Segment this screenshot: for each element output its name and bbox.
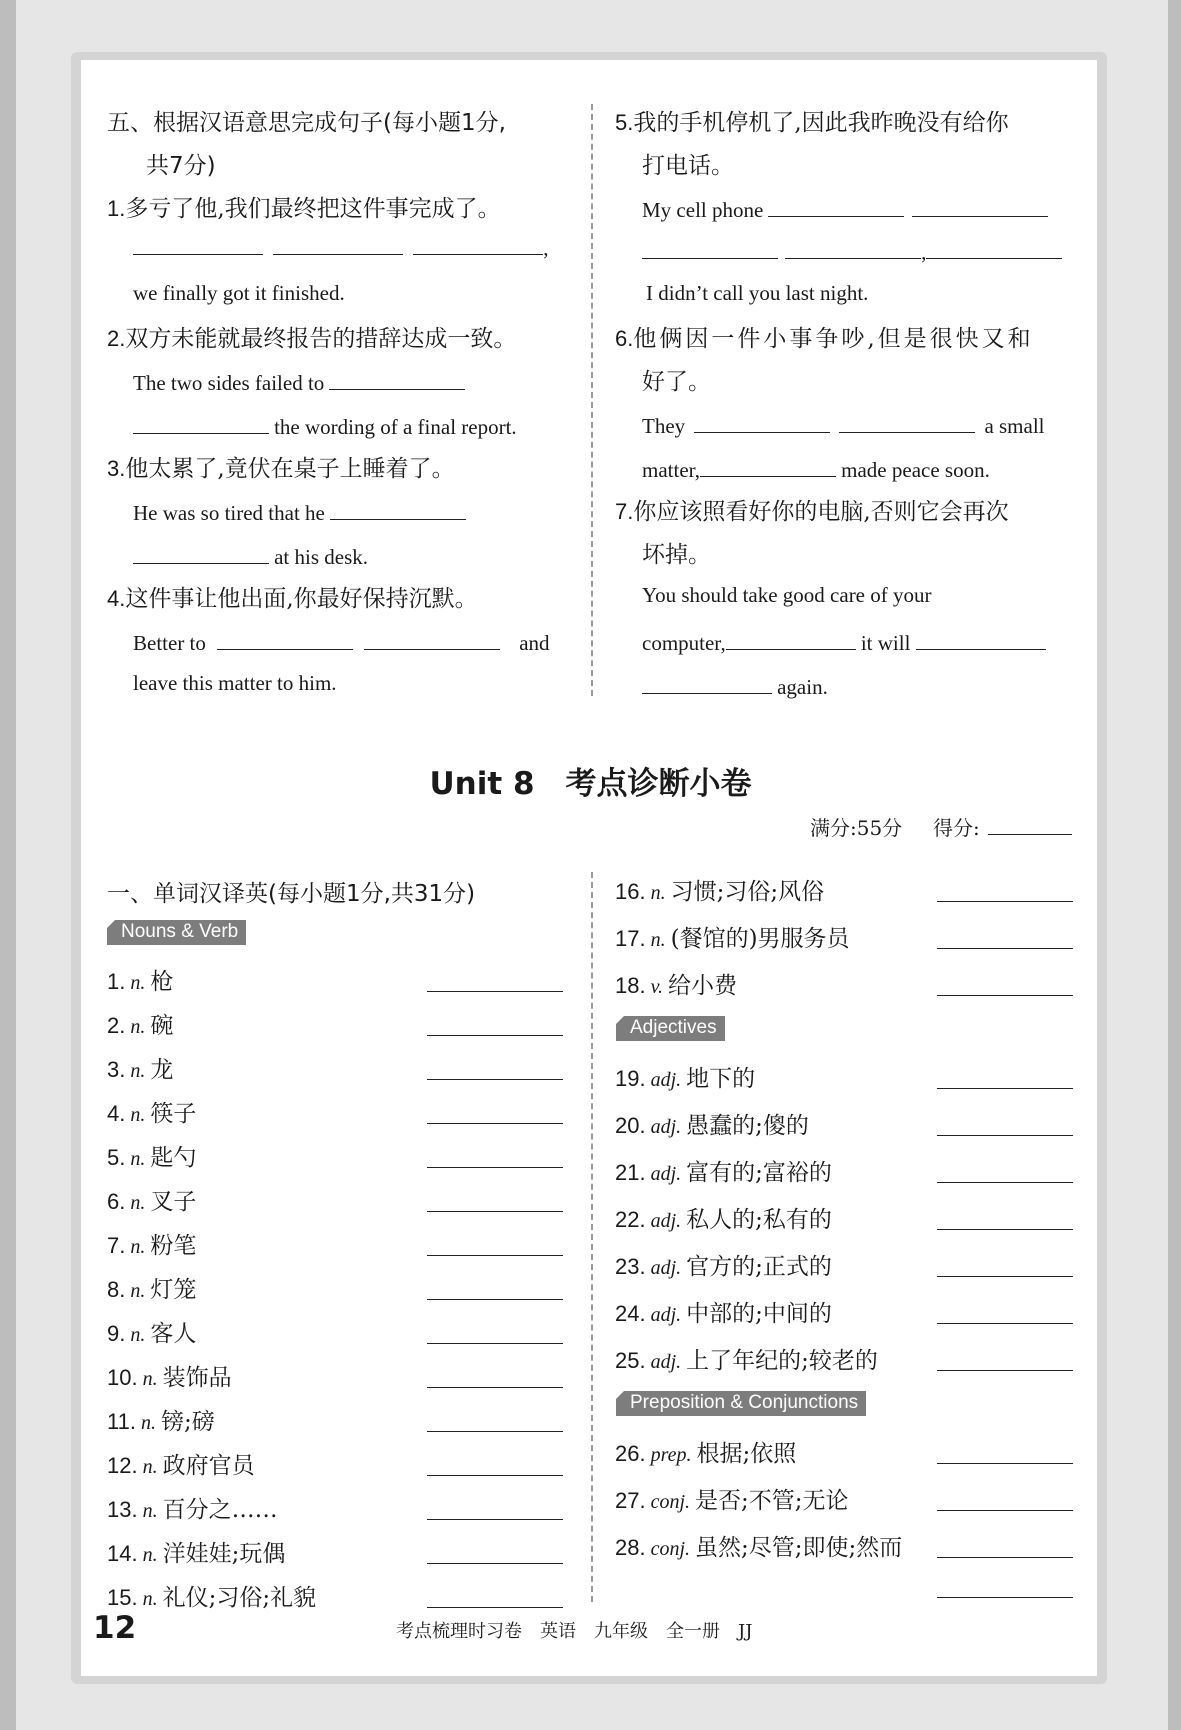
q3-line1 bbox=[133, 497, 466, 526]
answer-blank[interactable] bbox=[427, 1387, 563, 1388]
word-item bbox=[615, 920, 850, 953]
item-number: 7. bbox=[107, 1233, 126, 1258]
q2-line2 bbox=[133, 411, 517, 440]
word-item bbox=[615, 1201, 832, 1234]
chinese-meaning: 虽然;尽管;即使;然而 bbox=[695, 1535, 903, 1561]
answer-blank[interactable] bbox=[427, 1079, 563, 1080]
answer-blank[interactable] bbox=[427, 1431, 563, 1432]
q1-number: 1. bbox=[107, 196, 126, 221]
word-item bbox=[615, 1295, 832, 1328]
tag-adjectives: Adjectives bbox=[616, 1016, 725, 1041]
score-blank[interactable] bbox=[988, 834, 1072, 835]
q4-number: 4. bbox=[107, 586, 126, 611]
q3-prompt bbox=[107, 450, 455, 483]
footer-text: 考点梳理时习卷 英语 九年级 全一册 JJ bbox=[396, 1621, 753, 1642]
word-item bbox=[615, 873, 824, 906]
part5-heading: 五、根据汉语意思完成句子(每小题1分, bbox=[107, 110, 506, 136]
answer-blank[interactable] bbox=[427, 1255, 563, 1256]
word-item bbox=[615, 967, 737, 1000]
word-item bbox=[107, 963, 173, 996]
item-number: 12. bbox=[107, 1453, 138, 1478]
item-number: 21. bbox=[615, 1160, 646, 1185]
chinese-meaning: 官方的;正式的 bbox=[686, 1254, 832, 1280]
column-divider bbox=[591, 104, 593, 696]
q6-english-1: They bbox=[642, 414, 686, 438]
word-item bbox=[107, 1359, 232, 1392]
word-item bbox=[615, 1107, 809, 1140]
item-number: 20. bbox=[615, 1113, 646, 1138]
answer-blank[interactable] bbox=[700, 454, 836, 477]
q1-chinese: 多亏了他,我们最终把这件事完成了。 bbox=[125, 196, 501, 222]
tag-nouns-verb: Nouns & Verb bbox=[107, 920, 246, 945]
q6-english-small: a small bbox=[984, 414, 1045, 438]
item-number: 10. bbox=[107, 1365, 138, 1390]
answer-blank[interactable] bbox=[937, 1276, 1073, 1277]
answer-blank[interactable] bbox=[427, 1167, 563, 1168]
q5-chinese-1: 我的手机停机了,因此我昨晚没有给你 bbox=[633, 110, 1009, 136]
chinese-meaning: 习惯;习俗;风俗 bbox=[670, 879, 825, 905]
word-item bbox=[615, 1482, 849, 1515]
word-item bbox=[615, 1248, 832, 1281]
item-number: 13. bbox=[107, 1497, 138, 1522]
answer-blank[interactable] bbox=[937, 1088, 1073, 1089]
answer-blank[interactable] bbox=[937, 1510, 1073, 1511]
chinese-meaning: 中部的;中间的 bbox=[686, 1301, 832, 1327]
q2-chinese: 双方未能就最终报告的措辞达成一致。 bbox=[125, 326, 517, 352]
q6-number: 6. bbox=[615, 326, 634, 351]
word-item bbox=[107, 1579, 316, 1612]
chinese-meaning: 富有的;富裕的 bbox=[686, 1160, 832, 1186]
answer-blank[interactable] bbox=[273, 232, 403, 255]
q6-chinese-1: 他俩因一件小事争吵,但是很快又和 bbox=[633, 326, 1034, 352]
answer-blank[interactable] bbox=[427, 991, 563, 992]
item-number: 14. bbox=[107, 1541, 138, 1566]
part-of-speech: adj. bbox=[645, 1116, 687, 1138]
answer-blank[interactable] bbox=[427, 1211, 563, 1212]
answer-blank[interactable] bbox=[427, 1123, 563, 1124]
chinese-meaning: 匙勺 bbox=[150, 1145, 197, 1171]
full-score: 满分:55分 bbox=[810, 816, 903, 840]
q5-english-2: I didn’t call you last night. bbox=[646, 281, 869, 305]
item-number: 5. bbox=[107, 1145, 126, 1170]
item-number: 27. bbox=[615, 1488, 646, 1513]
part5-heading-line2: 共7分) bbox=[146, 153, 216, 179]
part-of-speech: n. bbox=[125, 1280, 151, 1302]
chinese-meaning: 地下的 bbox=[686, 1066, 756, 1092]
word-item bbox=[107, 1051, 173, 1084]
answer-blank[interactable] bbox=[427, 1475, 563, 1476]
q6-line2 bbox=[642, 454, 990, 483]
chinese-meaning: 镑;磅 bbox=[160, 1409, 215, 1435]
item-number: 3. bbox=[107, 1057, 126, 1082]
word-item bbox=[615, 1529, 902, 1562]
answer-blank[interactable] bbox=[768, 194, 904, 217]
item-number: 23. bbox=[615, 1254, 646, 1279]
answer-blank[interactable] bbox=[916, 627, 1046, 650]
part-of-speech: n. bbox=[137, 1500, 163, 1522]
chinese-meaning: 筷子 bbox=[150, 1101, 197, 1127]
chinese-meaning: 叉子 bbox=[150, 1189, 197, 1215]
part-of-speech: n. bbox=[125, 1104, 151, 1126]
tag-preposition-conjunctions: Preposition & Conjunctions bbox=[616, 1391, 866, 1416]
part-of-speech: adj. bbox=[645, 1210, 687, 1232]
q4-prompt bbox=[107, 580, 478, 613]
chinese-meaning: 私人的;私有的 bbox=[686, 1207, 832, 1233]
answer-blank[interactable] bbox=[937, 1135, 1073, 1136]
q4-chinese: 这件事让他出面,你最好保持沉默。 bbox=[125, 586, 478, 612]
answer-blank[interactable] bbox=[427, 1519, 563, 1520]
part-of-speech: n. bbox=[125, 972, 151, 994]
item-number: 16. bbox=[615, 879, 646, 904]
answer-blank[interactable] bbox=[926, 236, 1062, 259]
answer-blank[interactable] bbox=[937, 1229, 1073, 1230]
q7-line2 bbox=[642, 627, 1046, 656]
q7-english-1: You should take good care of your bbox=[642, 583, 932, 607]
chinese-meaning: 给小费 bbox=[668, 973, 737, 999]
chinese-meaning: 碗 bbox=[150, 1013, 174, 1039]
q7-number: 7. bbox=[615, 499, 634, 524]
answer-blank[interactable] bbox=[427, 1299, 563, 1300]
part-of-speech: n. bbox=[137, 1544, 163, 1566]
answer-blank-28b[interactable] bbox=[937, 1597, 1073, 1598]
answer-blank[interactable] bbox=[427, 1563, 563, 1564]
q6-english-2: matter, bbox=[642, 458, 701, 482]
q7-chinese-1: 你应该照看好你的电脑,否则它会再次 bbox=[633, 499, 1009, 525]
score-label: 得分: bbox=[933, 816, 980, 840]
chinese-meaning: 上了年纪的;较老的 bbox=[686, 1348, 878, 1374]
item-number: 9. bbox=[107, 1321, 126, 1346]
part-of-speech: n. bbox=[645, 929, 671, 951]
item-number: 19. bbox=[615, 1066, 646, 1091]
q1-english: we finally got it finished. bbox=[133, 281, 345, 305]
q2-prompt bbox=[107, 320, 516, 353]
answer-blank[interactable] bbox=[937, 1370, 1073, 1371]
item-number: 2. bbox=[107, 1013, 126, 1038]
answer-blank[interactable] bbox=[427, 1607, 563, 1608]
word-item bbox=[107, 1183, 196, 1216]
unit-title: Unit 8 考点诊断小卷 bbox=[429, 766, 752, 802]
item-number: 22. bbox=[615, 1207, 646, 1232]
word-item bbox=[107, 1227, 196, 1260]
chinese-meaning: 粉笔 bbox=[150, 1233, 197, 1259]
q2-line1 bbox=[133, 367, 465, 396]
chinese-meaning: 礼仪;习俗;礼貌 bbox=[162, 1585, 317, 1611]
chinese-meaning: 客人 bbox=[150, 1321, 197, 1347]
q1-prompt bbox=[107, 190, 501, 223]
q5-number: 5. bbox=[615, 110, 634, 135]
chinese-meaning: 龙 bbox=[150, 1057, 174, 1083]
column-divider bbox=[591, 872, 593, 1602]
part-of-speech: adj. bbox=[645, 1351, 687, 1373]
chinese-meaning: 洋娃娃;玩偶 bbox=[162, 1541, 286, 1567]
part-of-speech: adj. bbox=[645, 1163, 687, 1185]
part-of-speech: n. bbox=[125, 1324, 151, 1346]
q4-english-and: and bbox=[519, 631, 550, 655]
page-number: 12 bbox=[93, 1610, 137, 1646]
chinese-meaning: 枪 bbox=[150, 969, 174, 995]
part1-heading: 一、单词汉译英(每小题1分,共31分) bbox=[107, 881, 476, 907]
word-item bbox=[107, 1271, 196, 1304]
part-of-speech: n. bbox=[125, 1016, 151, 1038]
part-of-speech: v. bbox=[645, 976, 668, 998]
part-of-speech: n. bbox=[125, 1060, 151, 1082]
answer-blank[interactable] bbox=[427, 1035, 563, 1036]
chinese-meaning: (餐馆的)男服务员 bbox=[670, 926, 850, 952]
answer-blank[interactable] bbox=[937, 1557, 1073, 1558]
answer-blank[interactable] bbox=[726, 627, 856, 650]
q6-chinese-2: 好了。 bbox=[642, 369, 711, 395]
q1-blanks bbox=[133, 232, 548, 261]
part-of-speech: n. bbox=[125, 1148, 151, 1170]
part-of-speech: n. bbox=[125, 1192, 151, 1214]
item-number: 8. bbox=[107, 1277, 126, 1302]
word-item bbox=[615, 1435, 796, 1468]
word-item bbox=[615, 1342, 878, 1375]
q2-number: 2. bbox=[107, 326, 126, 351]
word-item bbox=[107, 1095, 196, 1128]
q3-english-1: He was so tired that he bbox=[133, 501, 325, 525]
answer-blank[interactable] bbox=[427, 1343, 563, 1344]
q3-english-2: at his desk. bbox=[274, 545, 368, 569]
answer-blank[interactable] bbox=[217, 627, 353, 650]
part-of-speech: adj. bbox=[645, 1069, 687, 1091]
word-item bbox=[107, 1491, 278, 1524]
answer-blank[interactable] bbox=[329, 367, 465, 390]
answer-blank[interactable] bbox=[642, 236, 778, 259]
q3-number: 3. bbox=[107, 456, 126, 481]
answer-blank[interactable] bbox=[937, 1182, 1073, 1183]
item-number: 1. bbox=[107, 969, 126, 994]
item-number: 11. bbox=[107, 1409, 136, 1434]
q5-line1 bbox=[642, 194, 1048, 223]
word-item bbox=[107, 1403, 215, 1436]
item-number: 15. bbox=[107, 1585, 138, 1610]
q2-english-2: the wording of a final report. bbox=[274, 415, 517, 439]
part-of-speech: prep. bbox=[645, 1444, 697, 1466]
q7-prompt bbox=[615, 493, 1009, 526]
part-of-speech: conj. bbox=[645, 1491, 696, 1513]
item-number: 6. bbox=[107, 1189, 126, 1214]
item-number: 4. bbox=[107, 1101, 126, 1126]
q7-english-3: it will bbox=[860, 631, 911, 655]
answer-blank[interactable] bbox=[133, 411, 269, 434]
item-number: 26. bbox=[615, 1441, 646, 1466]
answer-blank[interactable] bbox=[694, 410, 830, 433]
q7-line3 bbox=[642, 671, 828, 700]
q5-english-1: My cell phone bbox=[642, 198, 764, 222]
answer-blank[interactable] bbox=[937, 948, 1073, 949]
answer-blank[interactable] bbox=[937, 1323, 1073, 1324]
part-of-speech: conj. bbox=[645, 1538, 696, 1560]
word-item bbox=[107, 1447, 255, 1480]
q4-line1 bbox=[133, 627, 550, 656]
word-item bbox=[107, 1535, 285, 1568]
q5-comma: , bbox=[921, 240, 927, 264]
q7-chinese-2: 坏掉。 bbox=[642, 542, 711, 568]
q7-english-4: again. bbox=[777, 675, 828, 699]
answer-blank[interactable] bbox=[133, 541, 269, 564]
part-of-speech: n. bbox=[645, 882, 671, 904]
q6-line1 bbox=[642, 410, 1045, 439]
part-of-speech: n. bbox=[137, 1588, 163, 1610]
q6-english-3: made peace soon. bbox=[841, 458, 990, 482]
item-number: 17. bbox=[615, 926, 646, 951]
answer-blank[interactable] bbox=[642, 671, 772, 694]
word-item bbox=[107, 1315, 196, 1348]
word-item bbox=[107, 1007, 173, 1040]
q5-prompt bbox=[615, 104, 1009, 137]
word-item bbox=[615, 1060, 755, 1093]
item-number: 18. bbox=[615, 973, 646, 998]
answer-blank[interactable] bbox=[937, 901, 1073, 902]
answer-blank[interactable] bbox=[937, 995, 1073, 996]
q1-comma: , bbox=[543, 236, 549, 260]
part-of-speech: n. bbox=[135, 1412, 161, 1434]
answer-blank[interactable] bbox=[785, 236, 921, 259]
q7-english-2: computer, bbox=[642, 631, 726, 655]
answer-blank[interactable] bbox=[133, 232, 263, 255]
answer-blank[interactable] bbox=[330, 497, 466, 520]
part-of-speech: adj. bbox=[645, 1257, 687, 1279]
q6-prompt bbox=[615, 320, 1034, 353]
answer-blank[interactable] bbox=[937, 1463, 1073, 1464]
item-number: 25. bbox=[615, 1348, 646, 1373]
item-number: 24. bbox=[615, 1301, 646, 1326]
q4-english-2: leave this matter to him. bbox=[133, 671, 337, 695]
part-of-speech: n. bbox=[125, 1236, 151, 1258]
part-of-speech: n. bbox=[137, 1368, 163, 1390]
chinese-meaning: 百分之…… bbox=[162, 1497, 278, 1523]
q5-chinese-2: 打电话。 bbox=[642, 153, 734, 179]
item-number: 28. bbox=[615, 1535, 646, 1560]
answer-blank[interactable] bbox=[413, 232, 543, 255]
chinese-meaning: 根据;依照 bbox=[696, 1441, 797, 1467]
q4-english-1: Better to bbox=[133, 631, 206, 655]
q3-line2 bbox=[133, 541, 368, 570]
answer-blank[interactable] bbox=[839, 410, 975, 433]
answer-blank[interactable] bbox=[912, 194, 1048, 217]
word-item bbox=[615, 1154, 832, 1187]
word-item bbox=[107, 1139, 196, 1172]
chinese-meaning: 灯笼 bbox=[150, 1277, 197, 1303]
q3-chinese: 他太累了,竟伏在桌子上睡着了。 bbox=[125, 456, 455, 482]
chinese-meaning: 愚蠢的;傻的 bbox=[686, 1113, 809, 1139]
chinese-meaning: 政府官员 bbox=[162, 1453, 255, 1479]
chinese-meaning: 是否;不管;无论 bbox=[695, 1488, 849, 1514]
q2-english-1: The two sides failed to bbox=[133, 371, 325, 395]
answer-blank[interactable] bbox=[364, 627, 500, 650]
part-of-speech: adj. bbox=[645, 1304, 687, 1326]
q5-line2 bbox=[642, 236, 1062, 265]
chinese-meaning: 装饰品 bbox=[162, 1365, 232, 1391]
part-of-speech: n. bbox=[137, 1456, 163, 1478]
